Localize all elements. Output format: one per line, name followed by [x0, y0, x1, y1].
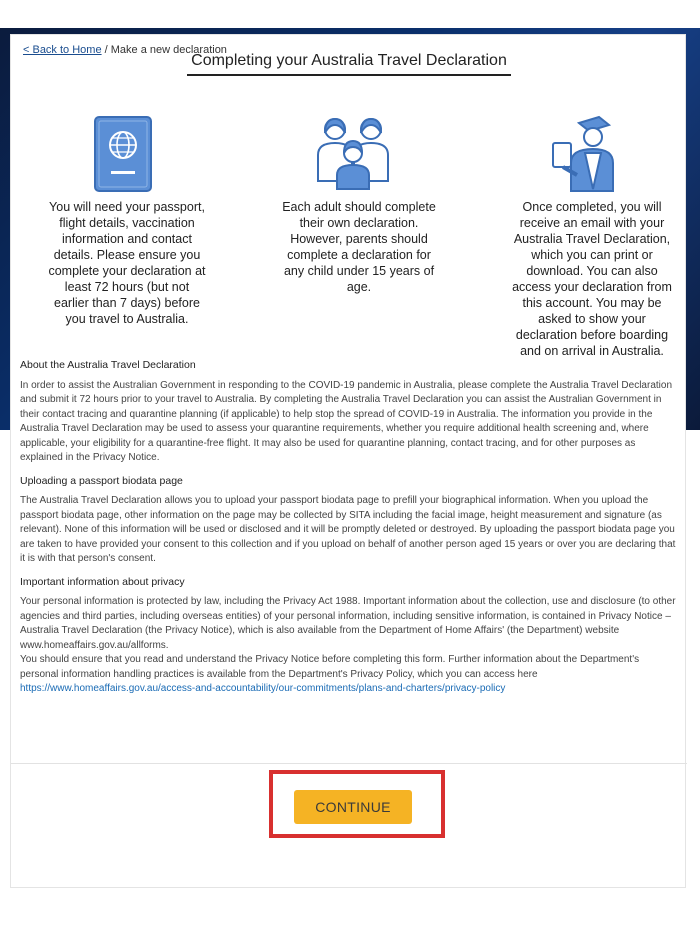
back-to-home-link[interactable]: < Back to Home: [23, 44, 102, 56]
divider: [11, 763, 687, 764]
declaration-panel: [10, 34, 686, 888]
information-sections: [20, 358, 680, 705]
passport-icon: [93, 115, 153, 193]
info-text-passport: You will need your passport, flight details, vaccination information and contact details. Please ensure you complete your declaration at least 72 hours (but not earlier than 7 days) before you travel to Australia.: [48, 200, 206, 326]
continue-button[interactable]: CONTINUE: [294, 790, 412, 824]
privacy-paragraph-1: Your personal information is protected by law, including the Privacy Act 1988. Important information about the collection, use and disclosure (to other agencies and third parties, including overseas entities) of your personal information, including sensitive information, is contained in Privacy Notice – Australia Travel Declaration (the Privacy Notice), which is also available from the Department of Home Affairs' (the Department) website www.homeaffairs.gov.au/allforms.: [20, 596, 676, 651]
top-strip: [0, 0, 700, 28]
info-text-officer: Once completed, you will receive an email with your Australia Travel Declaration, which you can print or download. You can also access your declaration from this account. You may be asked to show your declaration before boarding and on arrival in Australia.: [512, 200, 672, 358]
about-heading: About the Australia Travel Declaration: [20, 359, 196, 371]
page-title-text: Completing your Australia Travel Declaration: [187, 52, 511, 76]
privacy-heading: Important information about privacy: [20, 575, 185, 588]
breadcrumb-current: Make a new declaration: [110, 44, 227, 56]
officer-icon: [549, 113, 617, 193]
privacy-policy-link[interactable]: https://www.homeaffairs.gov.au/access-and-accountability/our-commitments/plans-and-charters/privacy-policy: [20, 683, 506, 694]
info-text-family: Each adult should complete their own declaration. However, parents should complete a declaration for any child under 15 years of age.: [282, 200, 436, 294]
privacy-body: [20, 595, 680, 697]
family-icon: [313, 111, 393, 191]
privacy-paragraph-2: You should ensure that you read and understand the Privacy Notice before completing this form. Further information about the Department's personal information handling practices is available from the Department's Privacy Policy, which you can access here: [20, 654, 640, 680]
page-title: [11, 52, 687, 76]
breadcrumb-separator: /: [101, 44, 111, 56]
about-body: In order to assist the Australian Government in responding to the COVID-19 pandemic in Australia, please complete the Australia Travel Declaration and submit it 72 hours prior to your travel to Australia. By completing the Australia Travel Declaration you can assist the Australian Government in their contact tracing and quarantine planning (if applicable) to help stop the spread of COVID-19 in Australia. The information you provide in the Australia Travel Declaration may be used to assess your quarantine requirements, whether you require additional health screening and, where applicable, your eligibility for a quarantine-free flight. It may also be used for quarantine planning, contact tracing, and for other purposes as explained in the Privacy Notice.: [20, 379, 673, 463]
biodata-heading: Uploading a passport biodata page: [20, 474, 183, 487]
biodata-body: The Australia Travel Declaration allows you to upload your passport biodata page to prefill your biographical information. When you upload the passport biodata page, other information on the page may be collected by SITA including the facial image, height measurement and signature (as relevant). None of this information will be used or disclosed and it will be promptly deleted or destroyed. By uploading the passport biodata page you are taken to have provided your consent to this collection and if you upload on behalf of another person aged 15 years or over you are declaring that it is with that person's consent.: [20, 495, 676, 564]
